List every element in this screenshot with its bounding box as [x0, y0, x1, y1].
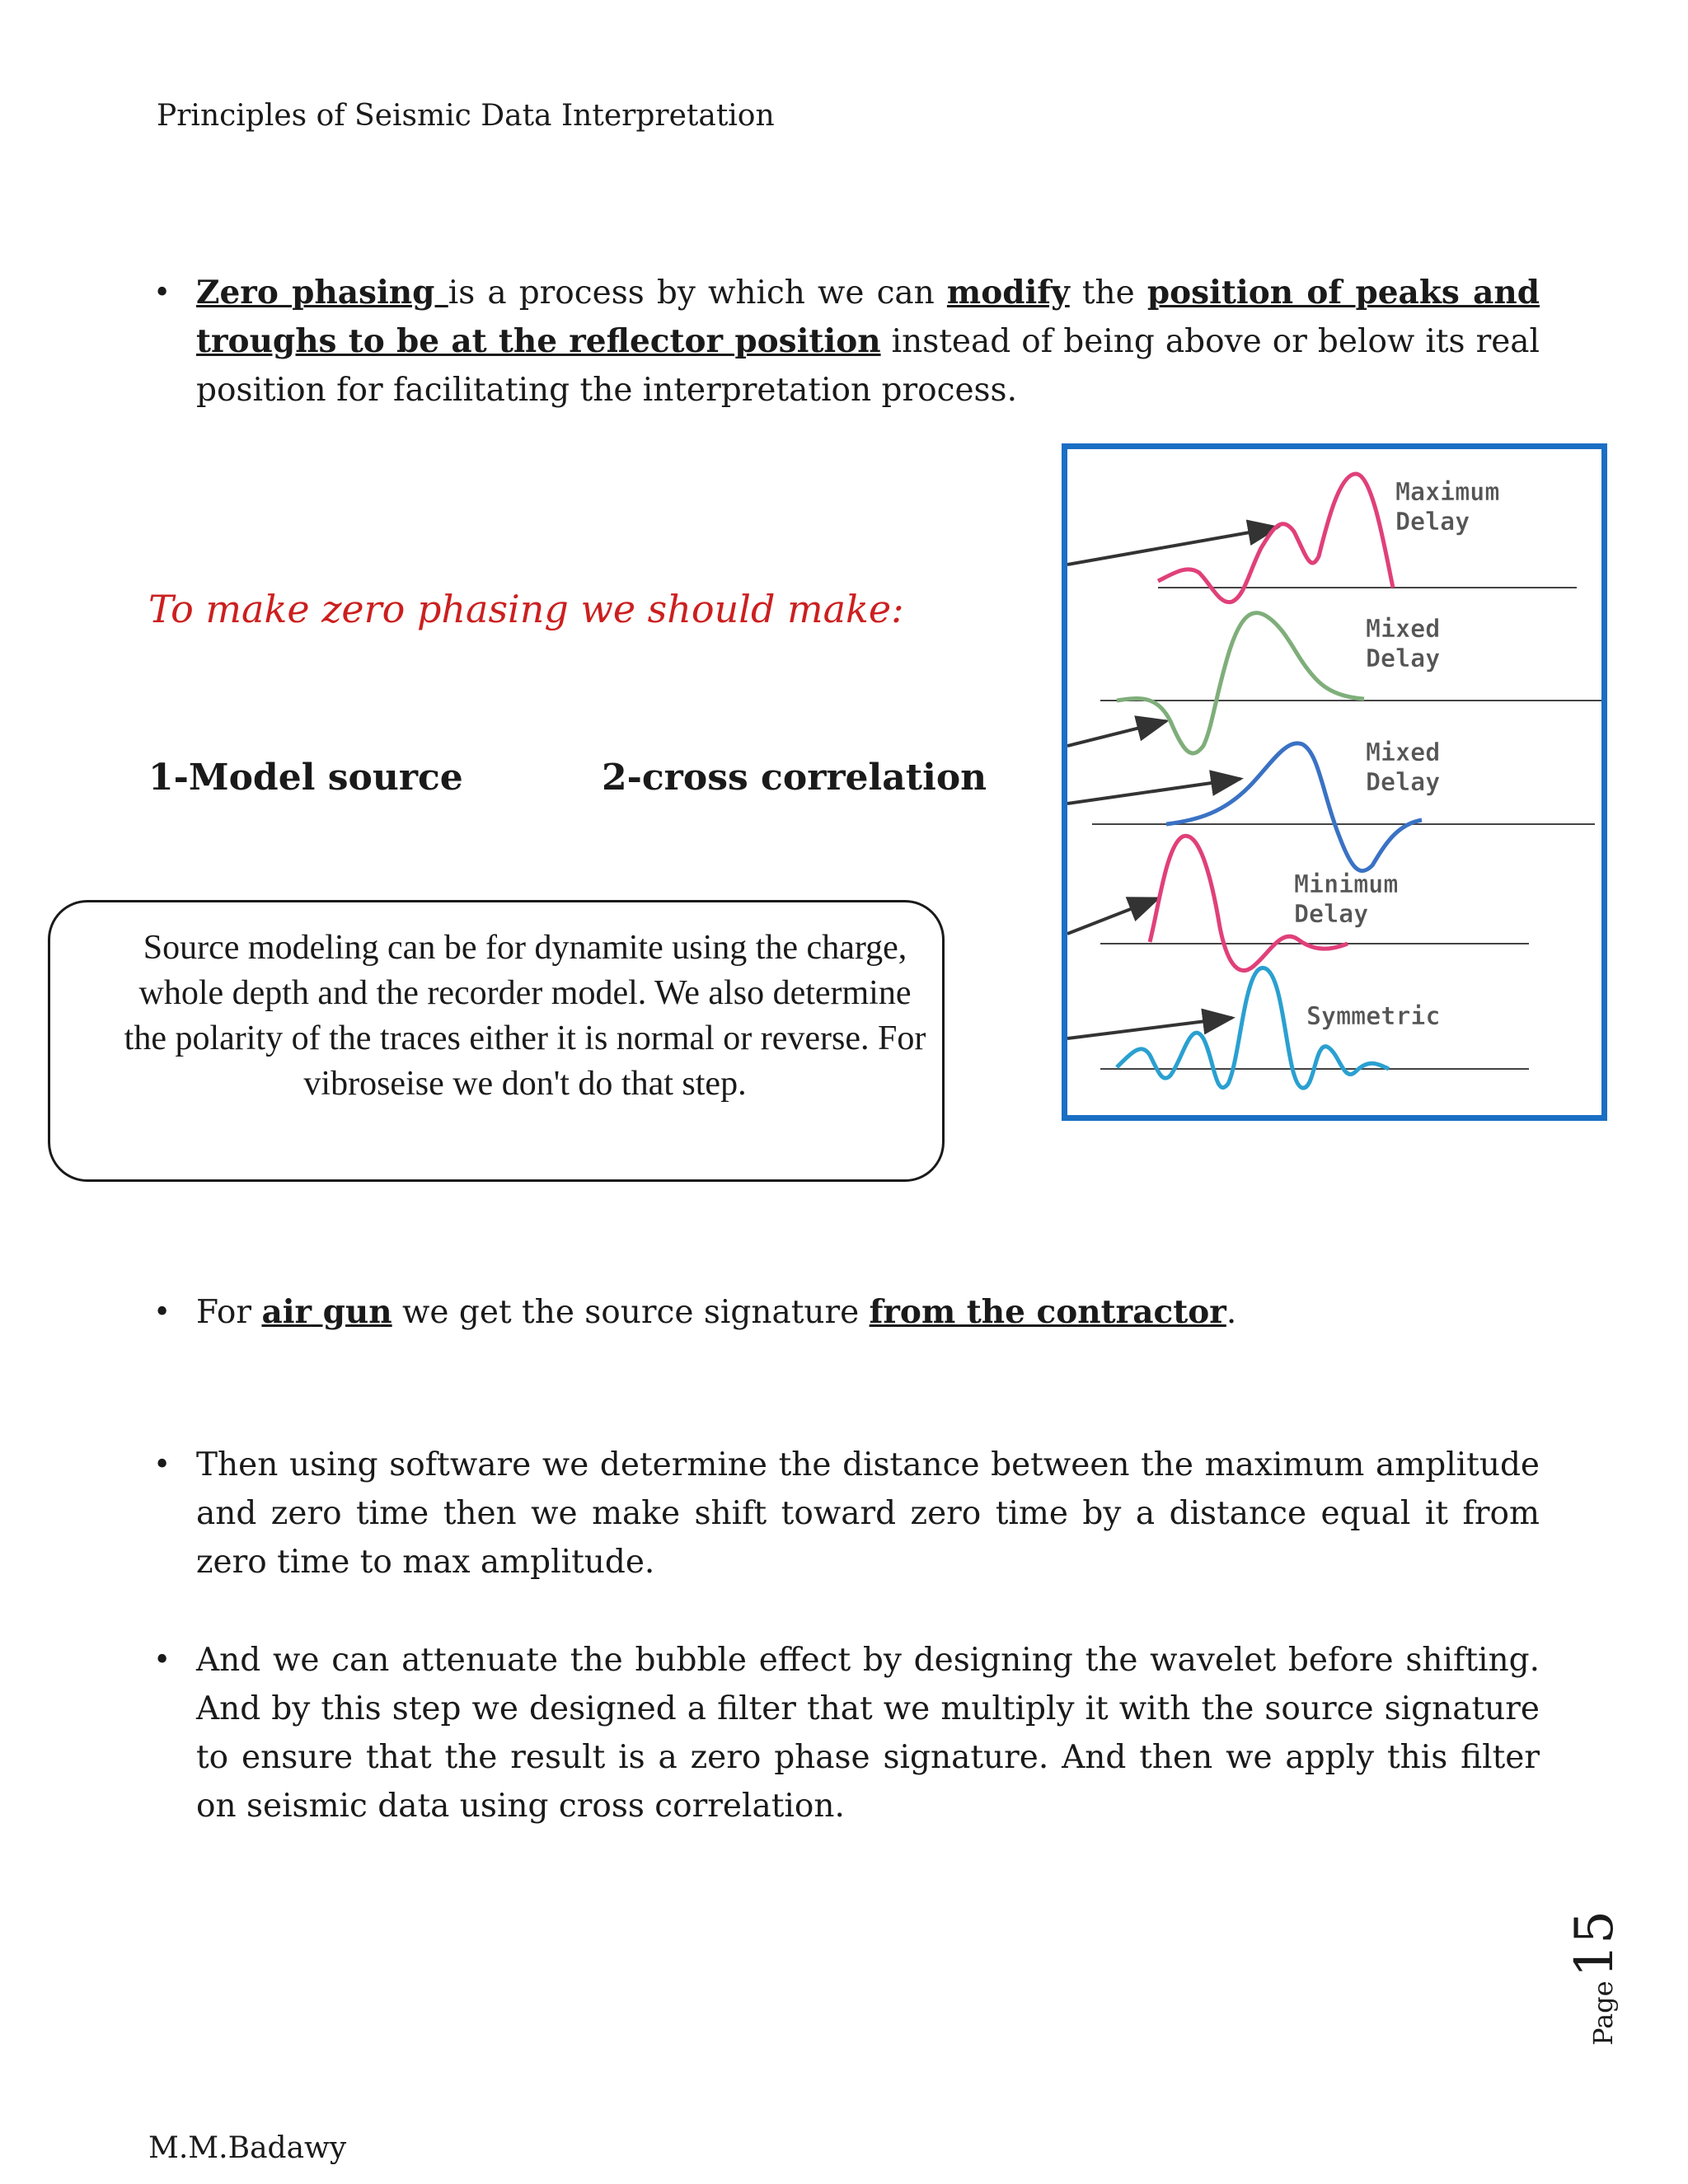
bullet-text: And we can attenuate the bubble effect by designing the wavelet before shifting. And by this step we designed a filter that we multiply it with the source signature to ensure that the result is a zero phase signature. And then we apply this filter on seismic data using cross correlation.: [196, 1642, 1540, 1825]
bullet-dot: •: [153, 276, 171, 310]
wavelet-figure: [1062, 443, 1607, 1121]
label-delay-1: Delay: [1395, 508, 1470, 537]
text-segment: the: [1069, 274, 1147, 312]
page-number: [1564, 1912, 1688, 2044]
label-delay-2: Delay: [1366, 644, 1441, 673]
bullet-bubble-effect: [153, 1636, 1540, 1830]
text-segment: For: [196, 1294, 262, 1331]
bullet-text: Then using software we determine the distance between the maximum amplitude and zero time then we make shift toward zero time by a distance equal it from zero time to max amplitude.: [196, 1446, 1540, 1581]
wavelet-mixed-delay-1: [1117, 613, 1364, 753]
arrow-2: [1067, 721, 1166, 746]
arrow-5: [1067, 1018, 1232, 1038]
bullet-dot: •: [153, 1448, 171, 1482]
text-segment: instead of being above or below its real position for facilitating the interpretation process.: [196, 323, 1540, 409]
page-number-value: 15: [1564, 1910, 1625, 1978]
bullet-air-gun: [153, 1288, 1540, 1337]
text-segment: is a process by which we can: [448, 274, 947, 312]
label-maximum: Maximum: [1395, 478, 1500, 507]
term-peaks-troughs: position of peaks and troughs to be at the reflector position: [196, 274, 1540, 360]
page-header-title: Principles of Seismic Data Interpretation: [157, 99, 775, 133]
term-zero-phasing: Zero phasing: [196, 274, 448, 312]
zero-phasing-heading: To make zero phasing we should make:: [148, 587, 904, 631]
term-air-gun: air gun: [261, 1293, 392, 1331]
label-delay-3: Delay: [1366, 768, 1441, 797]
arrow-3: [1067, 779, 1240, 804]
label-symmetric: Symmetric: [1306, 1002, 1441, 1031]
note-text: Source modeling can be for dynamite using the charge, whole depth and the recorder model. We also determine the polarity of the traces either it is normal or reverse. For vibroseise we don't do that step.: [124, 929, 926, 1103]
bullet-dot: •: [153, 1296, 171, 1329]
bullet-software-shift: [153, 1441, 1540, 1586]
bullet-dot: •: [153, 1643, 171, 1677]
page-word: Page: [1587, 1980, 1619, 2046]
label-mixed-1: Mixed: [1366, 615, 1441, 644]
label-delay-4: Delay: [1294, 900, 1369, 929]
wavelet-maximum-delay: [1158, 474, 1393, 602]
arrow-1: [1067, 527, 1278, 565]
label-minimum: Minimum: [1294, 870, 1399, 899]
term-modify: modify: [946, 274, 1070, 312]
step-cross-correlation: 2-cross correlation: [602, 757, 987, 799]
arrow-4: [1067, 898, 1158, 934]
wavelet-diagram: [1067, 449, 1601, 1115]
label-mixed-2: Mixed: [1366, 738, 1441, 767]
step-model-source: 1-Model source: [148, 757, 463, 799]
text-segment: .: [1226, 1294, 1237, 1331]
bullet-zero-phasing: [153, 269, 1540, 415]
term-from-contractor: from the contractor: [869, 1293, 1226, 1331]
footer-author: M.M.Badawy: [148, 2131, 347, 2165]
text-segment: we get the source signature: [392, 1294, 870, 1331]
source-modeling-note: [48, 900, 945, 1182]
